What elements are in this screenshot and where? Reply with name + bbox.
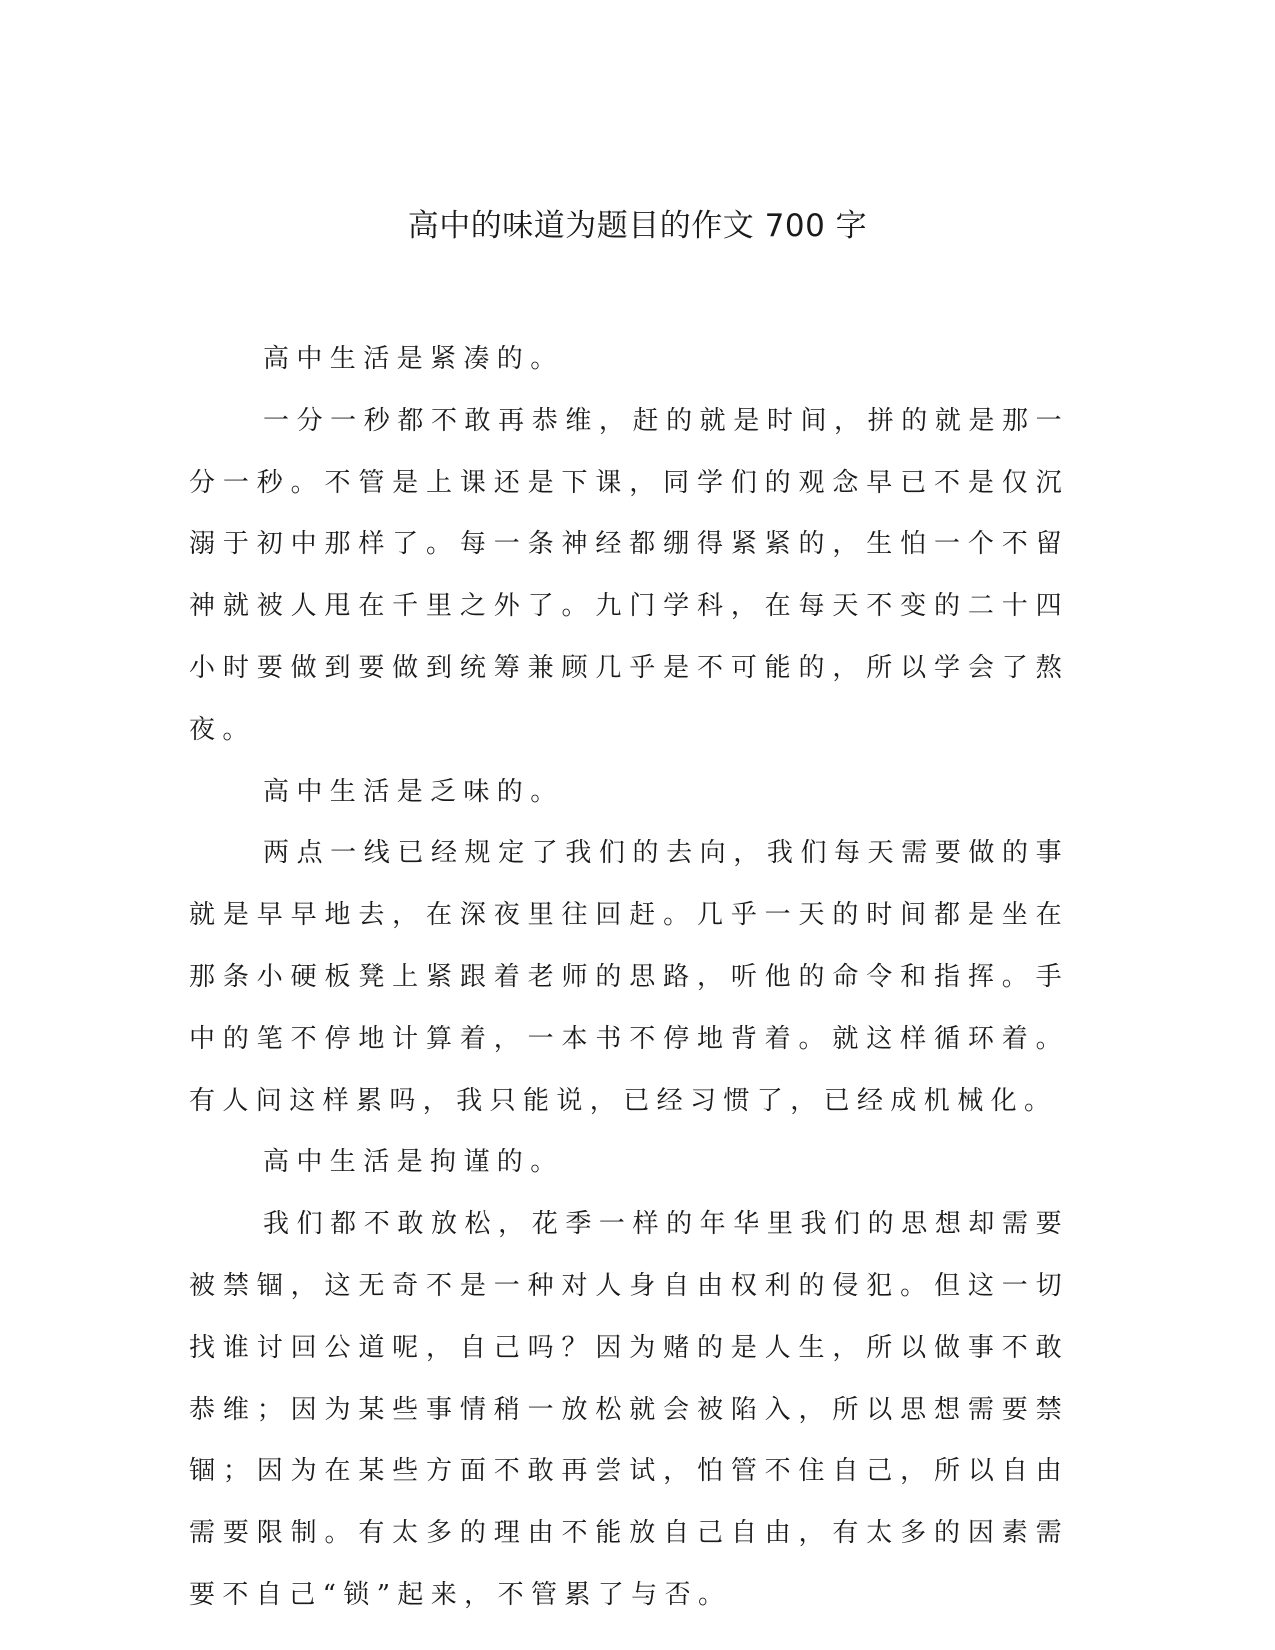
paragraph-3: 高中生活是乏味的。 — [263, 776, 564, 807]
paragraph-5: 高中生活是拘谨的。 — [263, 1147, 564, 1178]
document-title: 高中的味道为题目的作文 700 字 — [407, 208, 868, 244]
paragraph-6: 我们都不敢放松，花季一样的年华里我们的思想却需要被禁锢，这无奇不是一种对人身自由权利的侵犯。但这一切找谁讨回公道呢，自己吗？因为赌的是人生，所以做事不敢恭维；因为某些事情稍一放松就会被陷入，所以思想需要禁锢；因为在某些方面不敢再尝试，怕管不住自己，所以自由需要限制。有太多的理由不能放自己自由，有太多的因素需要不自己“锁”起来，不管累了与否。 — [189, 1209, 1069, 1610]
paragraph-2: 一分一秒都不敢再恭维，赶的就是时间，拼的就是那一分一秒。不管是上课还是下课，同学们的观念早已不是仅沉溺于初中那样了。每一条神经都绷得紧紧的，生怕一个不留神就被人甩在千里之外了。九门学科，在每天不变的二十四小时要做到要做到统筹兼顾几乎是不可能的，所以学会了熬夜。 — [189, 405, 1069, 745]
paragraph-4: 两点一线已经规定了我们的去向，我们每天需要做的事就是早早地去，在深夜里往回赶。几乎一天的时间都是坐在那条小硬板凳上紧跟着老师的思路，听他的命令和指挥。手中的笔不停地计算着，一本书不停地背着。就这样循环着。有人问这样累吗，我只能说，已经习惯了，已经成机械化。 — [189, 838, 1069, 1116]
paragraph-1: 高中生活是紧凑的。 — [263, 344, 564, 374]
document-body — [189, 329, 1069, 1627]
